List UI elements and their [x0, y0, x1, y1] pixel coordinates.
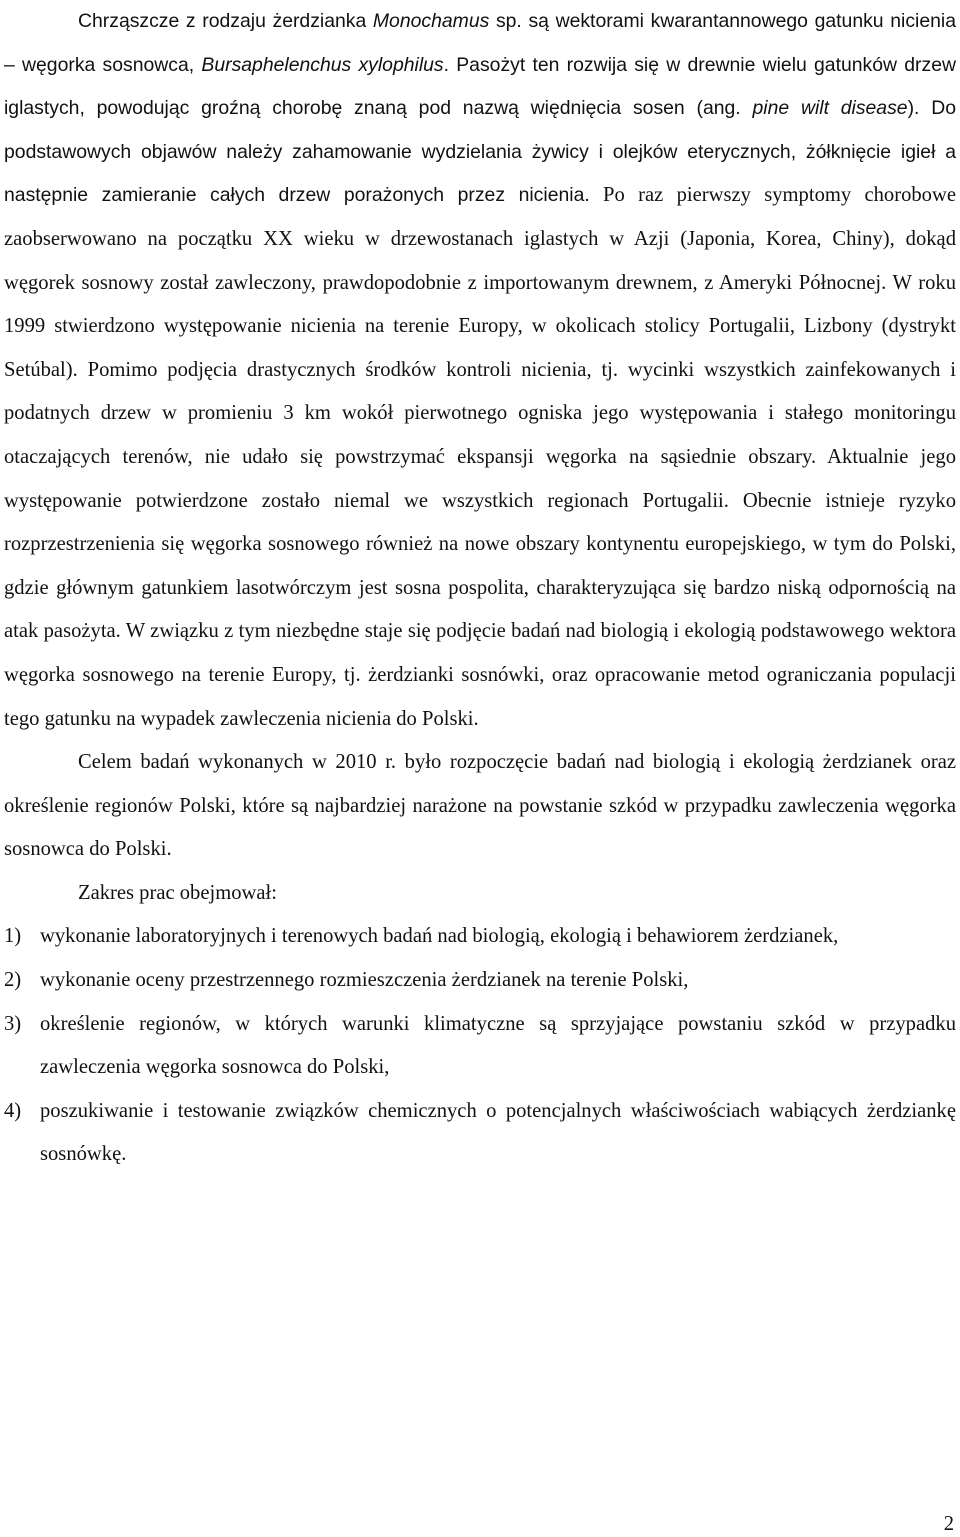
intro-paragraph — [4, 0, 956, 741]
text-span: ). Do podstawowych objawów należy zahamowanie wydzielania żywicy i olejków eterycznych, żółknięcie igieł a następnie zamieranie całych drzew porażonych przez nicienia. — [4, 97, 956, 207]
intro-sans-text — [4, 10, 956, 206]
list-text: wykonanie oceny przestrzennego rozmieszczenia żerdzianek na terenie Polski, — [40, 969, 689, 992]
list-item — [4, 915, 956, 959]
list-text: wykonanie laboratoryjnych i terenowych badań nad biologią, ekologią i behawiorem żerdzianek, — [40, 925, 839, 948]
disease-name: pine wilt disease — [752, 97, 908, 120]
genus-name: Monochamus — [372, 10, 490, 32]
list-item — [4, 959, 956, 1003]
list-number: 2) — [4, 969, 22, 992]
document-page — [4, 0, 956, 1177]
list-text: określenie regionów, w których warunki klimatyczne są sprzyjające powstaniu szkód w przypadku zawleczenia węgorka sosnowca do Polski, — [40, 1012, 956, 1079]
list-number: 1) — [4, 925, 22, 948]
scope-intro: Zakres prac obejmował: — [78, 881, 277, 904]
page-number: 2 — [943, 1513, 954, 1535]
list-item — [4, 1090, 956, 1177]
goal-paragraph: Celem badań wykonanych w 2010 r. było rozpoczęcie badań nad biologią i ekologią żerdzianek oraz określenie regionów Polski, które są najbardziej narażone na powstanie szkód w przypadku zawleczenia węgorka sosnowca do Polski. — [4, 751, 956, 861]
text-span: sp. są wektorami kwarantannowego gatunku nicienia – węgorka sosnowca, — [4, 10, 956, 76]
list-item — [4, 1003, 956, 1090]
list-number: 3) — [4, 1012, 22, 1035]
list-number: 4) — [4, 1099, 22, 1122]
species-name: Bursaphelenchus xylophilus — [201, 53, 444, 76]
text-span: . Pasożyt ten rozwija się w drewnie wielu gatunków drzew iglastych, powodując groźną chorobę znaną pod nazwą więdnięcia sosen (ang. — [4, 53, 956, 120]
list-text: poszukiwanie i testowanie związków chemicznych o potencjalnych właściwościach wabiących żerdziankę sosnówkę. — [40, 1099, 956, 1166]
scope-list — [4, 915, 956, 1177]
text-span: Chrząszcze z rodzaju żerdzianka — [78, 10, 373, 32]
history-text: Po raz pierwszy symptomy chorobowe zaobserwowano na początku XX wieku w drzewostanach iglastych w Azji (Japonia, Korea, Chiny), dokąd węgorek sosnowy został zawleczony, prawdopodobnie z importowanym drewnem, z Ameryki Północnej. W roku 1999 stwierdzono występowanie nicienia na terenie Europy, w okolicach stolicy Portugalii, Lizbony (dystrykt Setúbal). Pomimo podjęcia drastycznych środków kontroli nicienia, tj. wycinki wszystkich zainfekowanych i podatnych drzew w promieniu 3 km wokół pierwotnego ogniska jego występowania i stałego monitoringu otaczających terenów, nie udało się powstrzymać ekspansji węgorka na sąsiednie obszary. Aktualnie jego występowanie potwierdzone zostało niemal we wszystkich regionach Portugalii. Obecnie istnieje ryzyko rozprzestrzenienia się węgorka sosnowego również na nowe obszary kontynentu europejskiego, w tym do Polski, gdzie głównym gatunkiem lasotwórczym jest sosna pospolita, charakteryzująca się bardzo niską odpornością na atak pasożyta. W związku z tym niezbędne staje się podjęcie badań nad biologią i ekologią podstawowego wektora węgorka sosnowego na terenie Europy, tj. żerdzianki sosnówki, oraz opracowanie metod ograniczania populacji tego gatunku na wypadek zawleczenia nicienia do Polski. — [4, 184, 956, 730]
